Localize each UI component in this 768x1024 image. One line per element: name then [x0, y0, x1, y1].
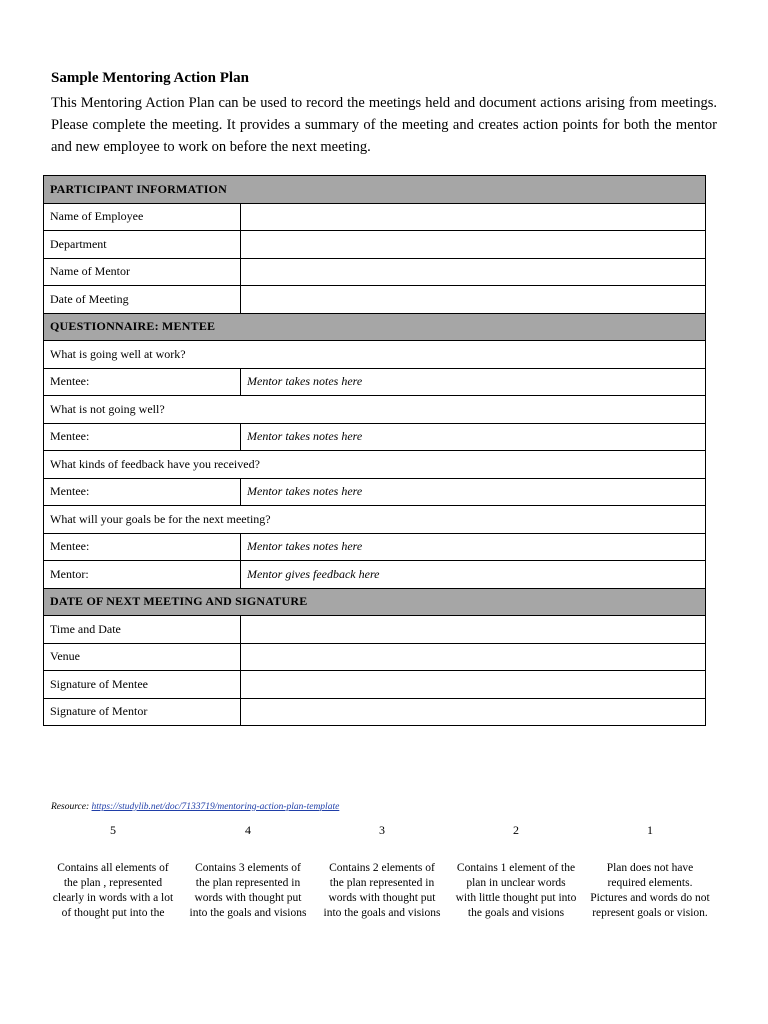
answer-row: [44, 478, 706, 506]
table-row: [44, 616, 706, 644]
row-label: Venue: [44, 643, 241, 671]
venue-field[interactable]: [241, 643, 706, 671]
row-label: Date of Meeting: [44, 286, 241, 314]
resource-line: [51, 802, 339, 812]
section-header-questionnaire: [44, 313, 706, 341]
resource-label: Resource:: [51, 802, 90, 812]
table-row: [44, 286, 706, 314]
answer-label: Mentor:: [44, 561, 241, 589]
table-row: [44, 698, 706, 726]
rubric-desc-4: Contains 3 elements of the plan represented in words with thought put into the goals and visions: [189, 862, 307, 919]
question-text: What kinds of feedback have you received?: [44, 451, 706, 479]
answer-label: Mentee:: [44, 423, 241, 451]
answer-row: [44, 533, 706, 561]
answer-label: Mentee:: [44, 478, 241, 506]
row-label: Time and Date: [44, 616, 241, 644]
rubric-desc-5: Contains all elements of the plan , represented clearly in words with a lot of thought put into the: [52, 862, 174, 919]
intro-paragraph: This Mentoring Action Plan can be used to record the meetings held and document actions arising from meetings. Please complete the meeting. It provides a summary of the meeting and creates action points for both the mentor and new employee to work on before the next meeting.: [51, 95, 717, 155]
section-header-participant: [44, 176, 706, 204]
answer-label: Mentee:: [44, 533, 241, 561]
answer-row: [44, 368, 706, 396]
question-row: [44, 341, 706, 369]
meeting-date-field[interactable]: [241, 286, 706, 314]
mentor-notes-field[interactable]: Mentor takes notes here: [241, 368, 706, 396]
section-header-label: QUESTIONNAIRE: MENTEE: [44, 313, 706, 341]
mentor-notes-field[interactable]: Mentor takes notes here: [241, 478, 706, 506]
row-label: Name of Employee: [44, 203, 241, 231]
rubric-desc-1: Plan does not have required elements. Pictures and words do not represent goals or vision.: [590, 862, 710, 919]
action-plan-table: [43, 175, 706, 726]
row-label: Signature of Mentor: [44, 698, 241, 726]
row-label: Signature of Mentee: [44, 671, 241, 699]
mentor-feedback-field[interactable]: Mentor gives feedback here: [241, 561, 706, 589]
table-row: [44, 643, 706, 671]
resource-link[interactable]: https://studylib.net/doc/7133719/mentoring-action-plan-template: [91, 802, 340, 812]
time-date-field[interactable]: [241, 616, 706, 644]
document-title: Sample Mentoring Action Plan: [51, 70, 249, 86]
table-row: [44, 671, 706, 699]
mentor-name-field[interactable]: [241, 258, 706, 286]
rubric-score-3: 3: [379, 823, 385, 837]
table-row: [44, 258, 706, 286]
rubric-desc-3: Contains 2 elements of the plan represented in words with thought put into the goals and visions: [323, 862, 441, 919]
answer-row: [44, 561, 706, 589]
answer-label: Mentee:: [44, 368, 241, 396]
department-field[interactable]: [241, 231, 706, 259]
table-row: [44, 203, 706, 231]
rubric-desc-2: Contains 1 element of the plan in unclear words with little thought put into the goals and visions: [455, 862, 577, 919]
mentor-notes-field[interactable]: Mentor takes notes here: [241, 423, 706, 451]
mentor-signature-field[interactable]: [241, 698, 706, 726]
section-header-label: DATE OF NEXT MEETING AND SIGNATURE: [44, 588, 706, 616]
rubric-score-4: 4: [245, 823, 251, 837]
question-text: What will your goals be for the next meeting?: [44, 506, 706, 534]
mentee-signature-field[interactable]: [241, 671, 706, 699]
question-row: [44, 396, 706, 424]
rubric-score-2: 2: [513, 823, 519, 837]
section-header-next-meeting: [44, 588, 706, 616]
rubric-score-1: 1: [647, 823, 653, 837]
section-header-label: PARTICIPANT INFORMATION: [44, 176, 706, 204]
answer-row: [44, 423, 706, 451]
rubric-score-5: 5: [110, 823, 116, 837]
question-text: What is going well at work?: [44, 341, 706, 369]
mentor-notes-field[interactable]: Mentor takes notes here: [241, 533, 706, 561]
question-row: [44, 451, 706, 479]
question-text: What is not going well?: [44, 396, 706, 424]
row-label: Name of Mentor: [44, 258, 241, 286]
table-row: [44, 231, 706, 259]
question-row: [44, 506, 706, 534]
employee-name-field[interactable]: [241, 203, 706, 231]
row-label: Department: [44, 231, 241, 259]
